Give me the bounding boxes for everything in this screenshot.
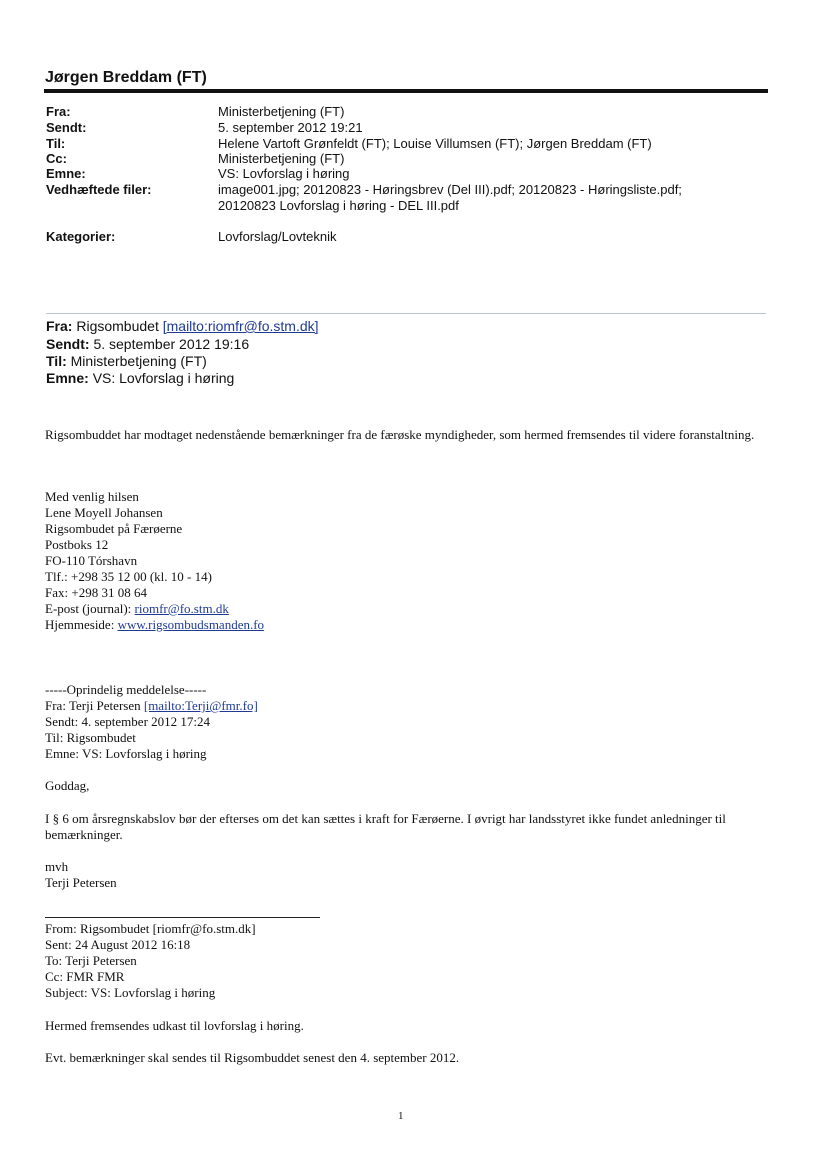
earlier-to: To: Terji Petersen [45, 953, 137, 968]
subject-label: Emne: [46, 166, 86, 181]
reply-separator [45, 917, 320, 918]
categories-label: Kategorier: [46, 229, 116, 244]
earlier-cc: Cc: FMR FMR [45, 969, 125, 984]
attachments-line-1: image001.jpg; 20120823 - Høringsbrev (Del III).pdf; 20120823 - Høringsliste.pdf; [218, 182, 682, 197]
earlier-line-2: Evt. bemærkninger skal sendes til Rigsombuddet senest den 4. september 2012. [45, 1050, 460, 1065]
signature-email-line [45, 601, 229, 617]
forward-from-name: Rigsombudet [76, 318, 159, 334]
signature-phone: Tlf.: +298 35 12 00 (kl. 10 - 14) [45, 569, 212, 584]
original-from-line [45, 698, 258, 714]
subject-value: VS: Lovforslag i høring [218, 166, 350, 181]
original-subject: Emne: VS: Lovforslag i høring [45, 746, 207, 761]
forward-from-mailto-link[interactable]: [mailto:riomfr@fo.stm.dk] [162, 318, 319, 334]
original-body: I § 6 om årsregnskabslov bør der efterses om det kan sættes i kraft for Færøerne. I øvrigt har landsstyret ikke fundet anledninger til bemærkninger. [45, 811, 726, 842]
sent-value: 5. september 2012 19:21 [218, 120, 363, 135]
forward-sent-value: 5. september 2012 19:16 [93, 336, 250, 352]
forward-separator [46, 313, 766, 314]
original-marker: -----Oprindelig meddelelse----- [45, 682, 207, 697]
earlier-subject: Subject: VS: Lovforslag i høring [45, 985, 216, 1000]
forward-to-label: Til: [46, 353, 67, 369]
forward-to-value: Ministerbetjening (FT) [70, 353, 207, 369]
cc-label: Cc: [46, 151, 67, 166]
forward-from-label: Fra: [46, 318, 73, 334]
signature-web-link[interactable]: www.rigsombudsmanden.fo [117, 617, 265, 632]
original-from-mailto-link[interactable]: [mailto:Terji@fmr.fo] [143, 698, 258, 713]
forward-sent-line [46, 336, 249, 353]
categories-value: Lovforslag/Lovteknik [218, 229, 337, 244]
from-label: Fra: [46, 104, 71, 119]
original-greeting: Goddag, [45, 778, 90, 793]
original-sent: Sendt: 4. september 2012 17:24 [45, 714, 211, 729]
forward-from-line [46, 318, 319, 335]
forward-subject-line [46, 370, 234, 387]
signature-city: FO-110 Tórshavn [45, 553, 138, 568]
from-value: Ministerbetjening (FT) [218, 104, 345, 119]
signature-greeting: Med venlig hilsen [45, 489, 139, 504]
signature-email-label: E-post (journal): [45, 601, 132, 616]
original-to: Til: Rigsombudet [45, 730, 136, 745]
original-from: Fra: Terji Petersen [45, 698, 141, 713]
page-number: 1 [398, 1110, 404, 1122]
attachments-label: Vedhæftede filer: [46, 182, 152, 197]
original-sender-name: Terji Petersen [45, 875, 117, 890]
original-closing: mvh [45, 859, 69, 874]
signature-org: Rigsombudet på Færøerne [45, 521, 183, 536]
signature-web-label: Hjemmeside: [45, 617, 115, 632]
signature-fax: Fax: +298 31 08 64 [45, 585, 147, 600]
earlier-from: From: Rigsombudet [riomfr@fo.stm.dk] [45, 921, 256, 936]
forward-to-line [46, 353, 207, 370]
forward-sent-label: Sendt: [46, 336, 90, 352]
signature-email-link[interactable]: riomfr@fo.stm.dk [134, 601, 229, 616]
sent-label: Sendt: [46, 120, 87, 135]
to-value: Helene Vartoft Grønfeldt (FT); Louise Villumsen (FT); Jørgen Breddam (FT) [218, 136, 652, 151]
earlier-sent: Sent: 24 August 2012 16:18 [45, 937, 191, 952]
title-underline [44, 89, 768, 93]
earlier-line-1: Hermed fremsendes udkast til lovforslag i høring. [45, 1018, 304, 1033]
signature-web-line [45, 617, 264, 633]
mailbox-owner-title: Jørgen Breddam (FT) [45, 69, 207, 86]
cc-value: Ministerbetjening (FT) [218, 151, 345, 166]
to-label: Til: [46, 136, 66, 151]
forward-subject-value: VS: Lovforslag i høring [92, 370, 235, 386]
message-body-1: Rigsombuddet har modtaget nedenstående bemærkninger fra de færøske myndigheder, som hermed fremsendes til videre foranstaltning. [45, 427, 755, 442]
attachments-line-2: 20120823 Lovforslag i høring - DEL III.pdf [218, 198, 459, 213]
signature-box: Postboks 12 [45, 537, 109, 552]
signature-name: Lene Moyell Johansen [45, 505, 163, 520]
forward-subject-label: Emne: [46, 370, 89, 386]
